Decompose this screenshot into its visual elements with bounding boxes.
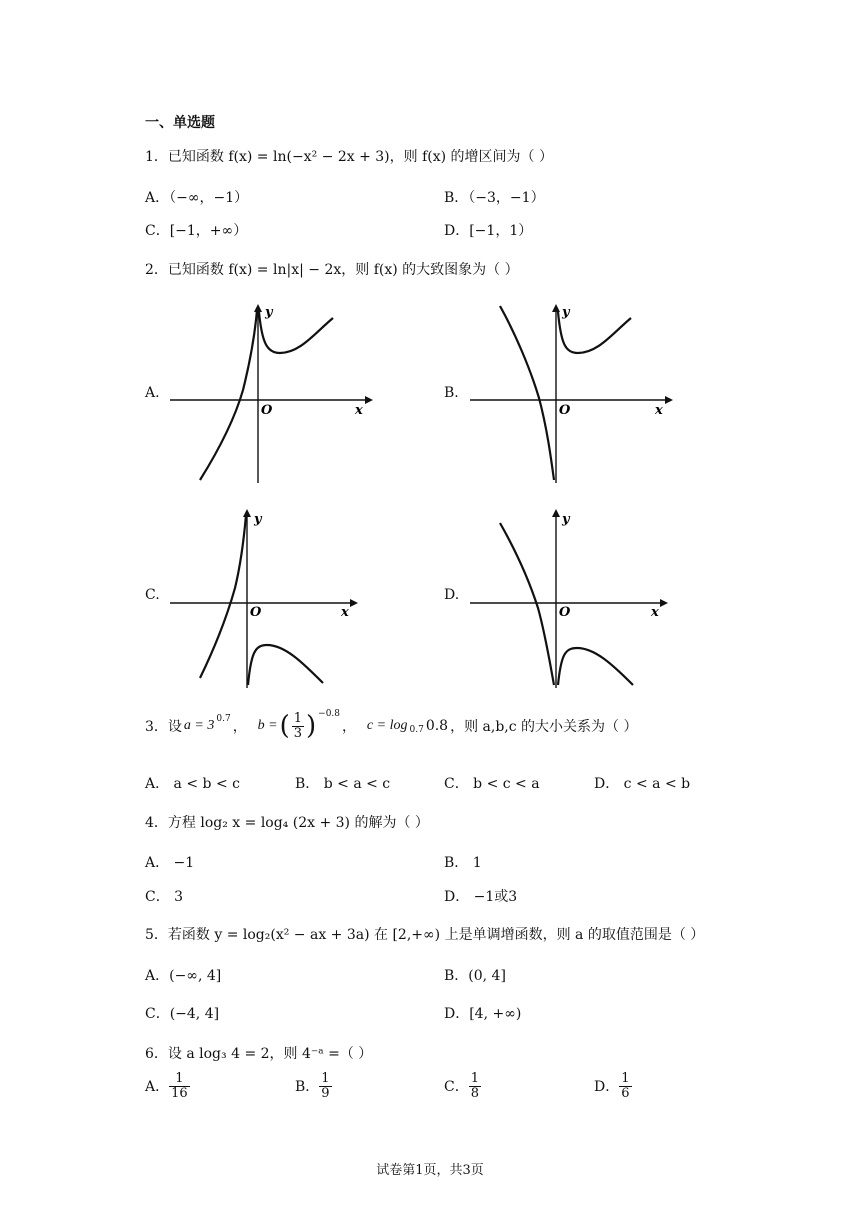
question-1-text: 1．已知函数 f(x) = ln(−x² − 2x + 3)，则 f(x) 的增区间为（ ） [145,149,553,165]
q3-option-d[interactable]: D． c < a < b [594,776,691,792]
q1-option-d[interactable]: D．[−1，1） [444,223,533,239]
question-3-text: 3．设 a = 3 0.7 ， b = ( $\frac{1}{3}$ ) −0.8 ， c = log 0.7 0.8 ，则 a,b,c 的大小关系为（ ） [145,709,638,742]
q3-c-expr: c = log [366,718,408,734]
axis-y-label: y [562,305,570,320]
q3-prefix: 3．设 [145,719,182,736]
graph-d[interactable] [465,503,675,693]
q1-option-b[interactable]: B．（−3，−1） [444,190,545,206]
axis-x-label: x [655,403,663,418]
axis-y-label: y [265,305,273,320]
graph-b[interactable] [465,298,675,488]
q6-option-c-num: 1 [470,1071,479,1086]
axis-x-label: x [651,605,659,620]
q3-b-num: 1 [293,711,302,726]
axis-x-label: x [341,605,349,620]
q4-option-b[interactable]: B． 1 [444,855,482,871]
graph-a[interactable] [165,298,375,488]
q6-option-a-den: 16 [171,1085,188,1101]
origin-label: O [559,605,571,620]
q6-option-b-num: 1 [321,1071,330,1086]
q3-option-a[interactable]: A． a < b < c [145,776,240,792]
q3-b-expr: b = [257,718,278,734]
origin-label: O [250,605,262,620]
q4-option-c[interactable]: C． 3 [145,889,184,905]
question-5-text: 5．若函数 y = log₂(x² − ax + 3a) 在 [2,+∞) 上是单调增函数，则 a 的取值范围是（ ） [145,927,705,943]
q3-option-b[interactable]: B． b < a < c [295,776,391,792]
graph-c[interactable] [165,503,375,693]
question-2-text: 2．已知函数 f(x) = ln|x| − 2x，则 f(x) 的大致图象为（ ） [145,262,519,278]
question-6-text: 6．设 a log₃ 4 = 2，则 4⁻ᵃ =（ ） [145,1046,373,1062]
q4-option-a[interactable]: A． −1 [145,855,195,871]
q5-option-d[interactable]: D．[4, +∞) [444,1006,522,1022]
q6-option-d[interactable] [594,1072,632,1100]
q6-option-a[interactable] [145,1072,190,1100]
q3-a-expr: a = 3 [183,718,215,734]
q2-option-b-label[interactable]: B. [444,385,459,401]
q1-option-c[interactable]: C．[−1，+∞） [145,223,248,239]
q3-b-exp: −0.8 [318,709,341,720]
q3-c-arg: 0.8 [425,718,449,735]
origin-label: O [261,403,273,418]
axis-x-label: x [355,403,363,418]
q6-option-d-den: 6 [621,1085,630,1101]
q3-option-c[interactable]: C． b < c < a [444,776,540,792]
q3-b-den: 3 [293,725,302,741]
q6-option-b-label: B． [295,1079,320,1096]
axis-y-label: y [562,512,570,527]
q6-option-a-label: A． [145,1079,170,1096]
q3-suffix: ，则 a,b,c 的大小关系为（ ） [450,719,638,736]
q4-option-d[interactable]: D． −1或3 [444,889,518,905]
q5-option-b[interactable]: B．(0, 4] [444,968,506,984]
q6-option-b-den: 9 [321,1085,330,1101]
axis-y-label: y [254,512,262,527]
q5-option-a[interactable]: A．(−∞, 4] [145,968,222,984]
q5-option-c[interactable]: C．(−4, 4] [145,1006,220,1022]
section-title: 一、单选题 [145,115,215,131]
q6-option-d-label: D． [594,1079,620,1096]
q2-option-a-label[interactable]: A. [145,385,160,401]
q6-option-b[interactable] [295,1072,332,1100]
q2-option-c-label[interactable]: C. [145,587,160,603]
q1-option-a[interactable]: A．（−∞，−1） [145,190,249,206]
q6-option-c-label: C． [444,1079,469,1096]
question-4-text: 4．方程 log₂ x = log₄ (2x + 3) 的解为（ ） [145,815,429,831]
q3-c-base: 0.7 [409,725,424,736]
q6-option-c[interactable] [444,1072,481,1100]
q3-a-exp: 0.7 [216,714,231,725]
q6-option-c-den: 8 [470,1085,479,1101]
q2-option-d-label[interactable]: D. [444,587,460,603]
q6-option-a-num: 1 [169,1072,190,1087]
page-footer: 试卷第1页，共3页 [376,1163,484,1178]
q6-option-d-num: 1 [621,1071,630,1086]
origin-label: O [559,403,571,418]
